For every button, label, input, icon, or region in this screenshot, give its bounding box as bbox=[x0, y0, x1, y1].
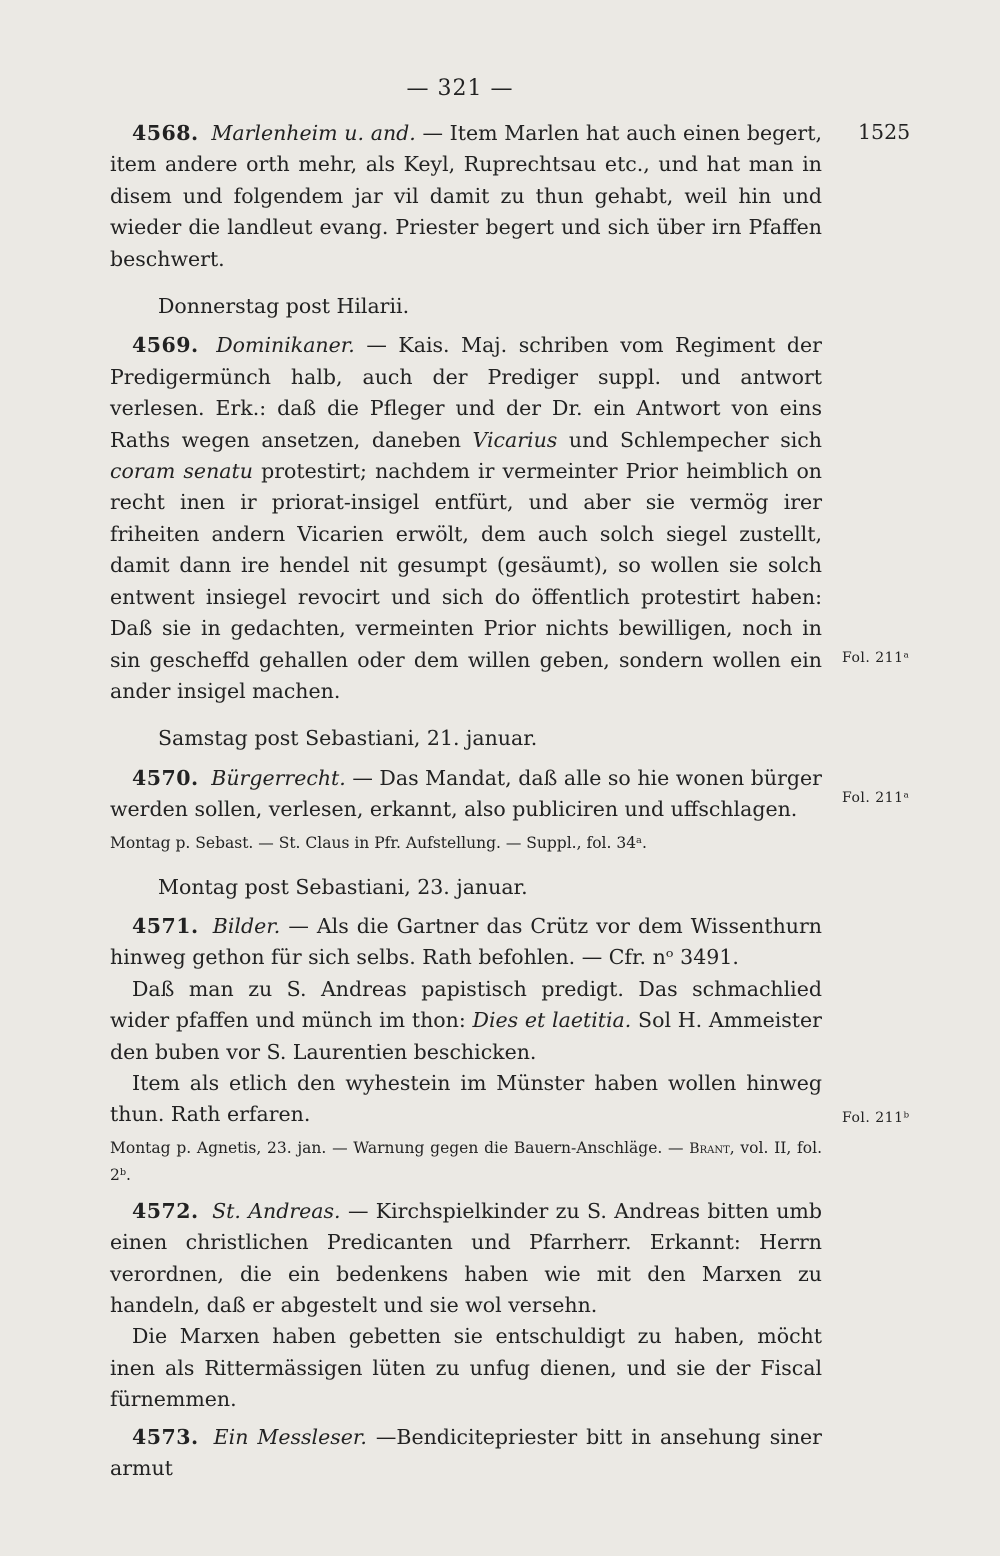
entry-text: — Item Marlen hat auch einen begert, item andere orth mehr, als Keyl, Ruprechtsau etc., und hat man in disem und folgendem jar vil damit zu thun gehabt, weil hin und wieder die landleut evang. Priester begert und sich über irn Pfaffen beschwert. bbox=[110, 121, 822, 271]
entry-4570 bbox=[110, 763, 822, 826]
footnote-text: , vol. II, fol. 2ᵇ. bbox=[110, 1138, 822, 1184]
entry-title: Bilder. bbox=[212, 913, 281, 938]
italic-term: Dies et laetitia. bbox=[472, 1008, 632, 1033]
footnote-text: Montag p. Agnetis, 23. jan. — Warnung gegen die Bauern-Anschläge. — bbox=[110, 1138, 690, 1157]
entry-title: Bürgerrecht. bbox=[211, 765, 346, 790]
entry-title: Marlenheim u. and. bbox=[211, 121, 416, 145]
date-heading: Donnerstag post Hilarii. bbox=[158, 294, 410, 319]
entry-text: und Schlempecher sich bbox=[557, 427, 822, 452]
text-column bbox=[110, 118, 822, 1484]
margin-folio-note: Fol. 211ᵇ bbox=[842, 1110, 910, 1126]
paragraph: Item als etlich den wyhestein im Münster haben wollen hinweg thun. Rath erfaren. bbox=[110, 1070, 822, 1127]
entry-number: 4568. bbox=[132, 121, 199, 145]
date-heading: Samstag post Sebastiani, 21. januar. bbox=[158, 726, 538, 751]
paragraph bbox=[110, 974, 822, 1068]
entry-number: 4571. bbox=[132, 913, 199, 938]
entry-title: Dominikaner. bbox=[216, 333, 355, 358]
entry-4571 bbox=[110, 911, 822, 974]
margin-year: 1525 bbox=[858, 120, 911, 144]
entry-title: Ein Messleser. bbox=[213, 1424, 367, 1449]
entry-4569 bbox=[110, 330, 822, 707]
page-number: — 321 — bbox=[406, 76, 514, 101]
margin-folio-note: Fol. 211ᵃ bbox=[842, 650, 910, 666]
entry-text: — Kais. Maj. schriben vom Regiment der Predigermünch halb, auch der Prediger suppl. und antwort verlesen. Erk.: daß die Pfleger und der Dr. ein Antwort von eins Raths wegen ansetzen, daneben bbox=[110, 333, 822, 452]
entry-title: St. Andreas. bbox=[212, 1198, 341, 1223]
paragraph-text: Sol H. Ammeister den buben vor S. Laurentien beschicken. bbox=[110, 1008, 822, 1064]
entry-number: 4573. bbox=[132, 1424, 199, 1449]
entry-text: —Bendicitepriester bitt in ansehung siner armut bbox=[110, 1424, 822, 1481]
italic-term: Vicarius bbox=[472, 427, 558, 452]
entry-number: 4569. bbox=[132, 333, 199, 358]
entry-4568 bbox=[110, 118, 822, 275]
author-name: Brant bbox=[689, 1140, 730, 1157]
footnote bbox=[110, 1135, 822, 1188]
entry-text: — Das Mandat, daß alle so hie wonen bürger werden sollen, verlesen, erkannt, also publiciren und uffschlagen. bbox=[110, 765, 822, 822]
margin-folio-note: Fol. 211ᵃ bbox=[842, 790, 910, 806]
paragraph: Die Marxen haben gebetten sie entschuldigt zu haben, möcht inen als Rittermässigen lüten zu unfug dienen, und sie der Fiscal fürnemmen. bbox=[110, 1324, 822, 1412]
entry-text: — Als die Gartner das Crütz vor dem Wissenthurn hinweg gethon für sich selbs. Rath befohlen. — Cfr. nᵒ 3491. bbox=[110, 913, 822, 970]
entry-text: protestirt; nachdem ir vermeinter Prior heimblich on recht inen ir priorat-insigel entfürt, und aber sie vermög irer friheiten andern Vicarien erwölt, dem auch solch siegel zustellt, damit dann ire hendel nit gesumpt (gesäumt), so wollen sie solch entwent insiegel revocirt und sich do öffentlich protestirt haben: Daß sie in gedachten, vermeinten Prior nichts bewilligen, noch in sin gescheffd gehallen oder dem willen geben, sondern wollen ein ander insigel machen. bbox=[110, 459, 822, 703]
entry-number: 4570. bbox=[132, 765, 199, 790]
entry-4572 bbox=[110, 1196, 822, 1322]
entry-text: — Kirchspielkinder zu S. Andreas bitten umb einen christlichen Predicanten und Pfarrherr. Erkannt: Herrn verordnen, die ein bedenkens haben wie mit den Marxen zu handeln, daß er abgestelt und sie wol versehn. bbox=[110, 1198, 822, 1317]
italic-term: coram senatu bbox=[110, 459, 253, 484]
paragraph-text: Daß man zu S. Andreas papistisch predigt. Das schmachlied wider pfaffen und münch im thon: bbox=[110, 976, 822, 1033]
entry-number: 4572. bbox=[132, 1198, 199, 1223]
footnote: Montag p. Sebast. — St. Claus in Pfr. Aufstellung. — Suppl., fol. 34ᵃ. bbox=[110, 833, 647, 852]
entry-4573 bbox=[110, 1422, 822, 1485]
date-heading: Montag post Sebastiani, 23. januar. bbox=[158, 874, 528, 899]
